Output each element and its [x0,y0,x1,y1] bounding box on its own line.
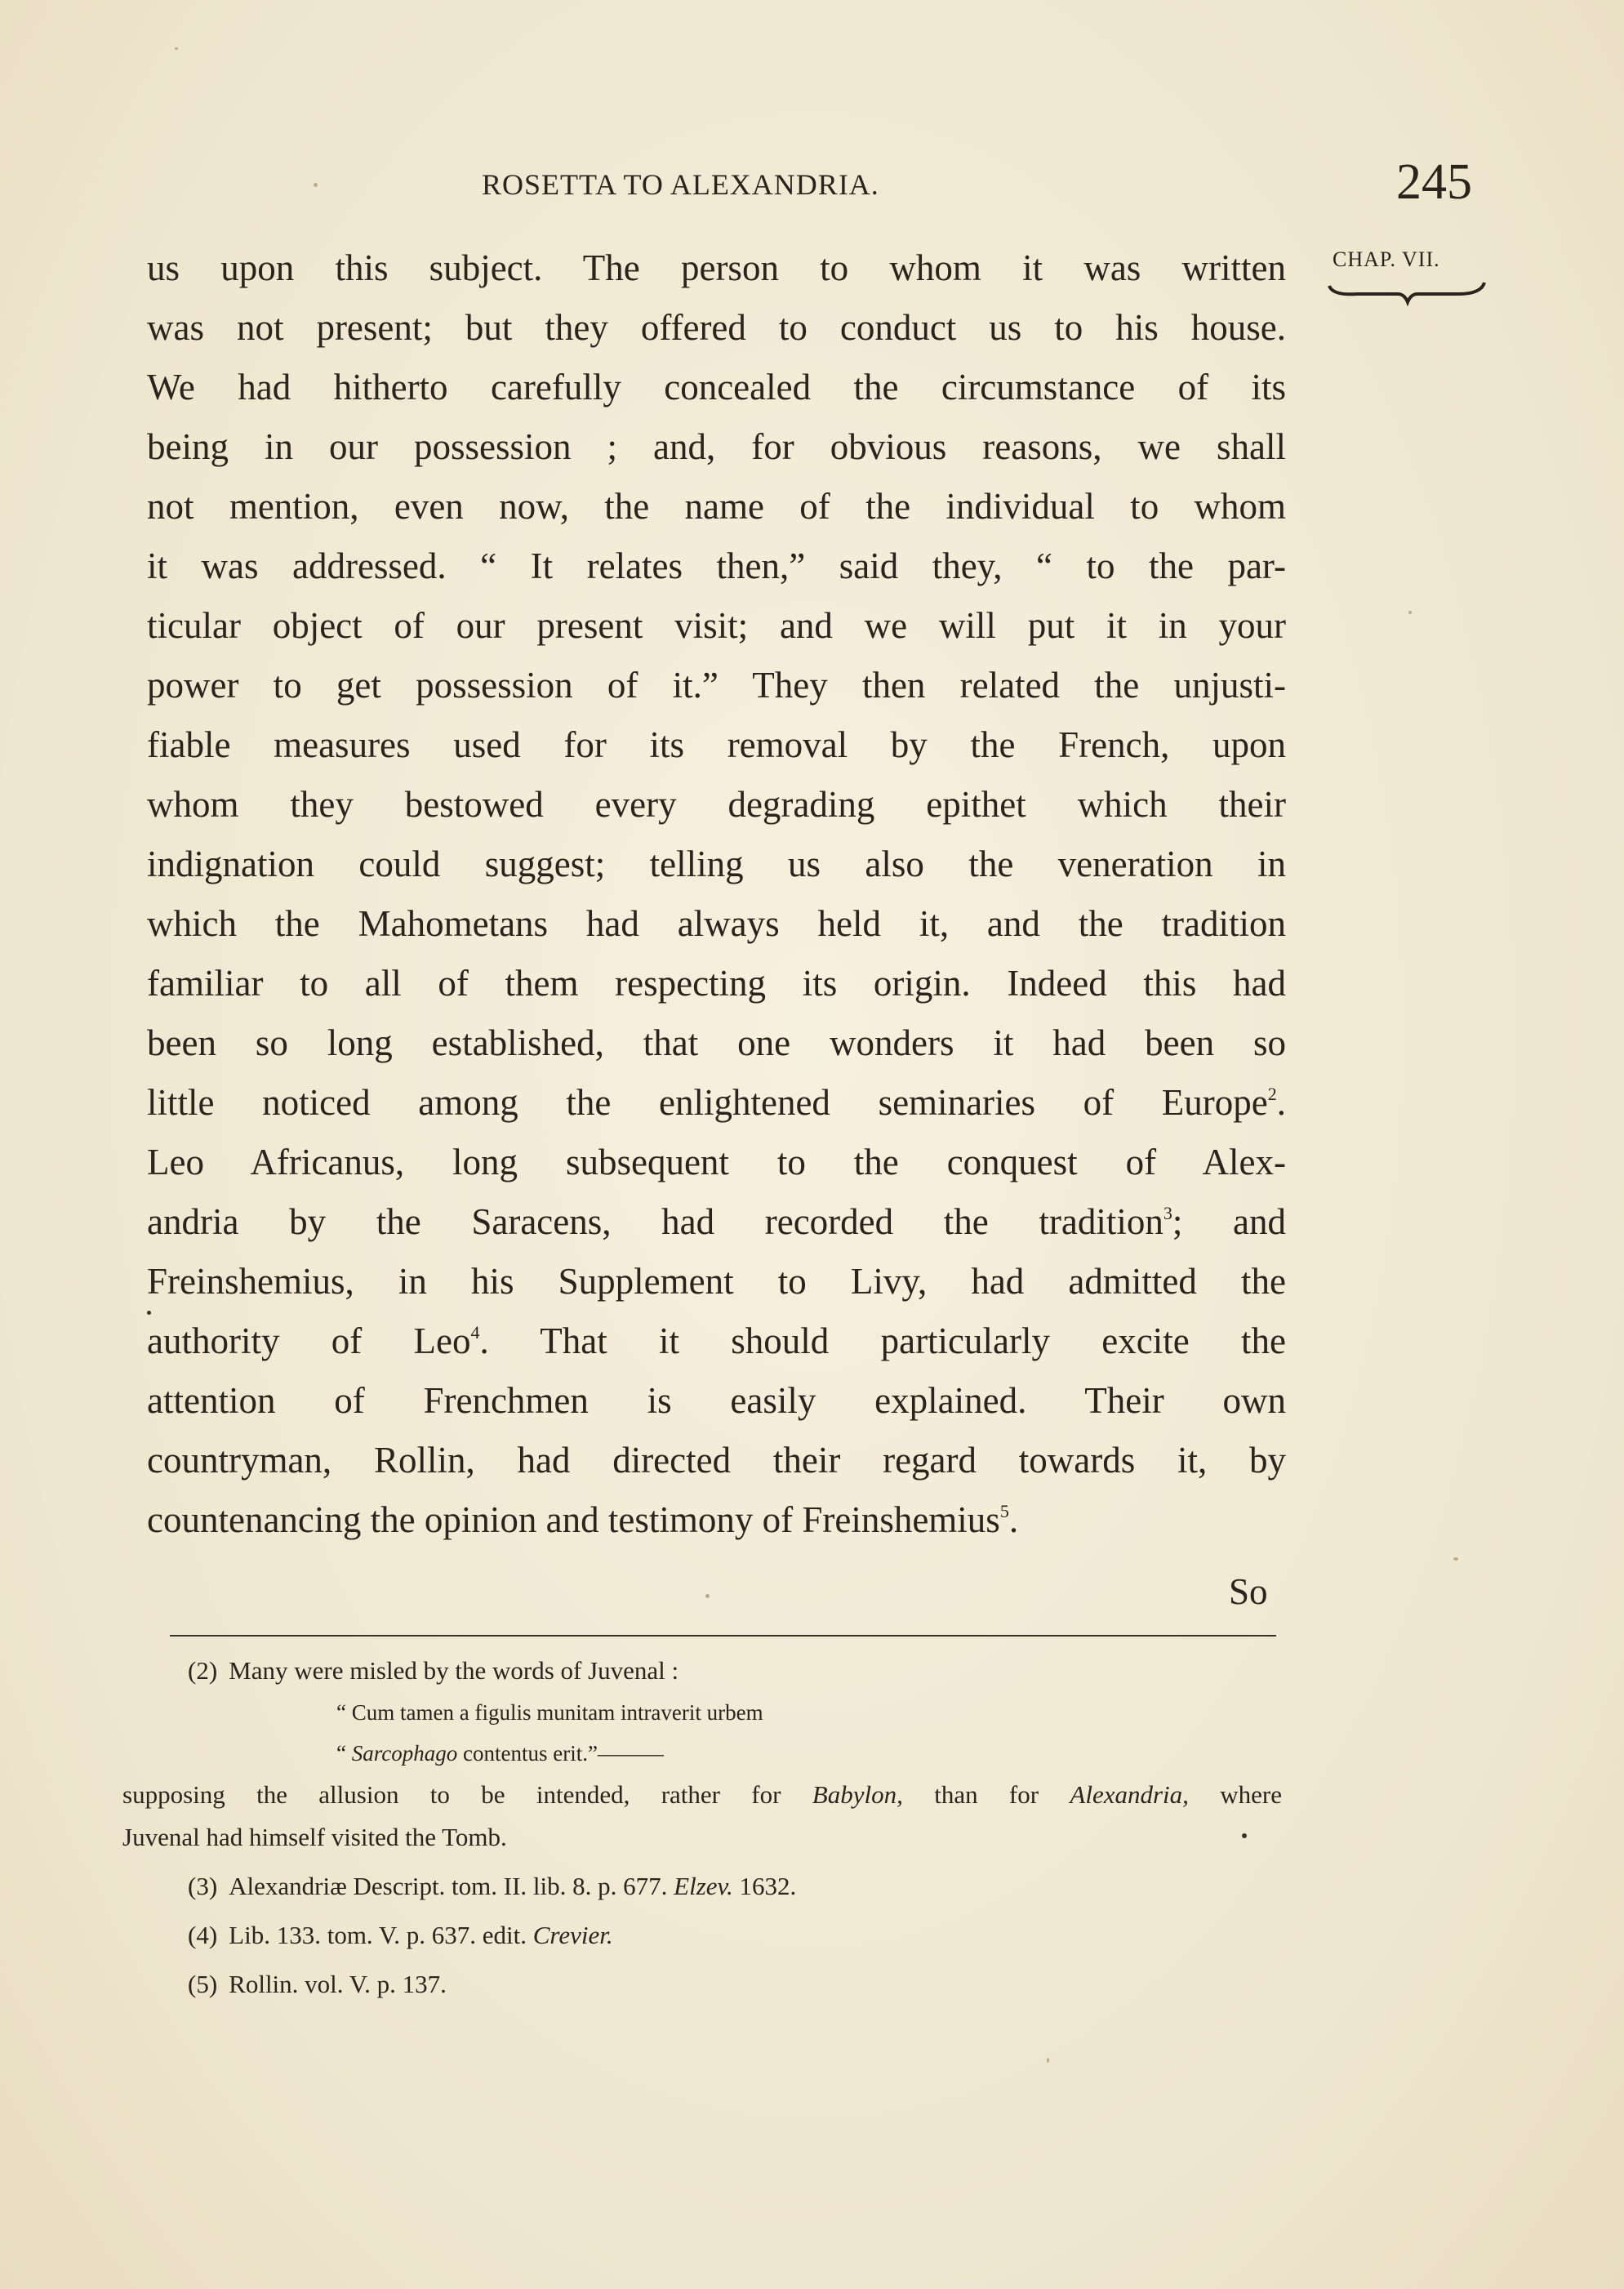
running-title: ROSETTA TO ALEXANDRIA. [482,168,879,201]
body-line: countryman, Rollin, had directed their regard towards it, by [147,1440,1286,1481]
body-text-segment: . That it should particularly excite the [479,1320,1286,1361]
chapter-brace-ornament [1324,278,1488,310]
paper-fleck [1242,1833,1247,1838]
body-line-footnote-ref-4 [147,1311,1286,1371]
footnote-text: Lib. 133. tom. V. p. 637. edit. [229,1921,527,1949]
body-text-segment: countenancing the opinion and testimony of Freinshemius [147,1499,1000,1540]
footnote-5 [122,1963,1282,2006]
footnote-4 [122,1914,1282,1957]
footnote-continuation: Juvenal had himself visited the Tomb. [122,1823,507,1851]
footnote-ref-3: 3 [1163,1203,1172,1223]
footnote-rule [170,1635,1276,1637]
paper-fleck [314,183,318,187]
body-line: not mention, even now, the name of the individual to whom [147,486,1286,527]
paper-fleck [705,1594,710,1598]
body-line: whom they bestowed every degrading epithet which their [147,784,1286,825]
body-line: power to get possession of it.” They then related the unjusti- [147,665,1286,706]
italic-term: Crevier. [532,1921,613,1949]
body-line: been so long established, that one wonders it had been so [147,1022,1286,1063]
page-number: 245 [1396,154,1472,210]
footnote-label: (3) [188,1872,218,1900]
italic-term: Babylon, [812,1780,903,1809]
body-line: indignation could suggest; telling us also the veneration in [147,844,1286,884]
footnote-2 [122,1650,1282,1692]
body-text-segment: authority of Leo [147,1320,471,1361]
italic-term: Alexandria, [1070,1780,1189,1809]
body-line-footnote-ref-2 [147,1073,1286,1133]
footnote-quote-line: “ Cum tamen a figulis munitam intraverit urbem [336,1700,763,1725]
footnote-continuation [122,1774,1282,1816]
footnote-text: Rollin. vol. V. p. 137. [229,1970,447,1998]
italic-term: Elzev. [674,1872,733,1900]
quote-mark: “ [336,1741,346,1766]
body-line: Freinshemius, in his Supplement to Livy, had admitted the [147,1261,1286,1302]
body-line: Leo Africanus, long subsequent to the conquest of Alex- [147,1142,1286,1182]
footnote-label: (5) [188,1970,218,1998]
paper-fleck [147,1311,151,1315]
body-text-segment: . [1276,1082,1286,1123]
body-text-segment: little noticed among the enlightened seminaries of Europe [147,1082,1268,1123]
quote-text: contentus erit.”——— [462,1741,664,1766]
body-text-segment: andria by the Saracens, had recorded the tradition [147,1201,1163,1242]
body-line-footnote-ref-3 [147,1192,1286,1252]
footnote-text: Many were misled by the words of Juvenal : [229,1656,679,1685]
footnote-ref-2: 2 [1267,1084,1277,1104]
body-line: ticular object of our present visit; and we will put it in your [147,605,1286,646]
paper-fleck [1047,2058,1049,2063]
body-text [147,238,1286,1550]
paper-fleck [1408,611,1412,614]
body-line: attention of Frenchmen is easily explained. Their own [147,1380,1286,1421]
footnote-text: than for [934,1780,1039,1809]
paper-fleck [1453,1557,1458,1561]
body-line: was not present; but they offered to conduct us to his house. [147,307,1286,348]
body-line: it was addressed. “ It relates then,” said they, “ to the par- [147,546,1286,586]
body-line: fiable measures used for its removal by the French, upon [147,724,1286,765]
body-line: which the Mahometans had always held it, and the tradition [147,903,1286,944]
footnote-label: (2) [188,1656,218,1685]
footnote-ref-5: 5 [999,1501,1009,1521]
footnote-quote-line [122,1733,1282,1774]
body-text-segment: . [1008,1499,1019,1540]
footnote-text: supposing the allusion to be intended, rather for [122,1780,781,1809]
paper-fleck [175,47,178,50]
body-line: us upon this subject. The person to whom it was written [147,247,1286,288]
body-line-footnote-ref-5 [147,1490,1286,1550]
footnotes [122,1650,1282,2006]
footnote-text: where [1220,1780,1282,1809]
chapter-margin-note: CHAP. VII. [1333,247,1440,271]
footnote-text: 1632. [739,1872,797,1900]
footnote-3 [122,1865,1282,1908]
body-line: being in our possession ; and, for obvious reasons, we shall [147,426,1286,467]
footnote-text: Alexandriæ Descript. tom. II. lib. 8. p. 677. [229,1872,668,1900]
footnote-ref-4: 4 [470,1322,480,1343]
catchword: So [1229,1571,1268,1612]
body-text-segment: ; and [1172,1201,1286,1242]
italic-term: Sarcophago [351,1741,458,1766]
footnote-label: (4) [188,1921,218,1949]
body-line: We had hitherto carefully concealed the circumstance of its [147,367,1286,407]
body-line: familiar to all of them respecting its origin. Indeed this had [147,963,1286,1004]
